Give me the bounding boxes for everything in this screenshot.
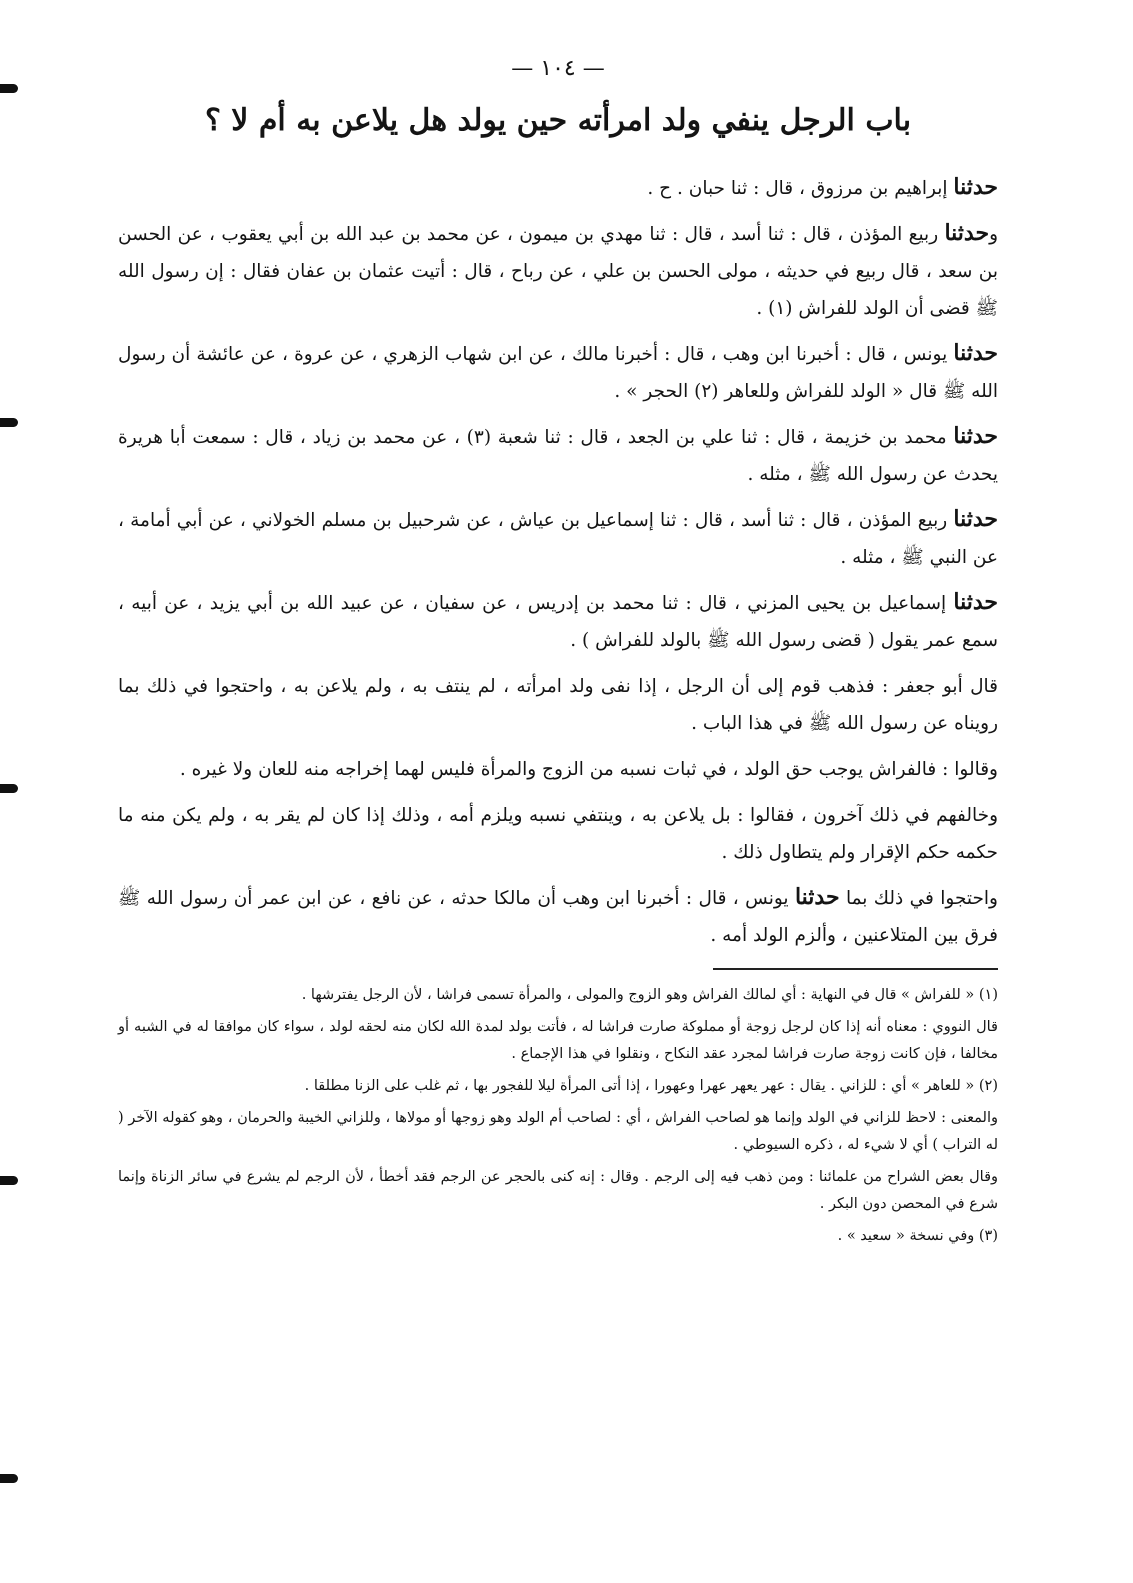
haddathana-keyword: حدثنا: [953, 589, 998, 615]
scan-edge-mark: [0, 1474, 18, 1483]
hadith-paragraph: واحتجوا في ذلك بما حدثنا يونس ، قال : أخبرنا ابن وهب أن مالكا حدثه ، عن نافع ، عن ابن عمر أن رسول الله ﷺ فرق بين المتلاعنين ، وألزم الولد أمه .: [118, 884, 998, 946]
footnote: (٣) وفي نسخة « سعيد » .: [837, 1228, 998, 1244]
commentary-paragraph: وخالفهم في ذلك آخرون ، فقالوا : بل يلاعن به ، وينتفي نسبه ويلزم أمه ، وذلك إذا كان لم يقر به ، ولم يكن منه ما حكمه حكم الإقرار ولم يتطاول ذلك .: [118, 805, 998, 863]
footnotes: [118, 982, 998, 1250]
haddathana-keyword: حدثنا: [794, 884, 840, 910]
footnote: (١) « للفراش » قال في النهاية : أي لمالك الفراش وهو الزوج والمولى ، والمرأة تسمى فراشا ، لأن الرجل يفترشها .: [301, 987, 998, 1003]
hadith-paragraph: حدثنا يونس ، قال : أخبرنا ابن وهب ، قال : أخبرنا مالك ، عن ابن شهاب الزهري ، عن عروة ، عن عائشة أن رسول الله ﷺ قال « الولد للفراش وللعاهر (٢) الحجر » .: [118, 340, 998, 402]
hadith-paragraph: وحدثنا ربيع المؤذن ، قال : ثنا أسد ، قال : ثنا مهدي بن ميمون ، عن محمد بن عبد الله بن أبي يعقوب ، عن الحسن بن سعد ، قال ربيع في حديثه ، مولى الحسن بن علي ، عن رباح ، قال : أتيت عثمان بن عفان فقال : إن رسول الله ﷺ قضى أن الولد للفراش (١) .: [118, 220, 998, 319]
scan-edge-mark: [0, 418, 18, 427]
commentary-paragraph: قال أبو جعفر : فذهب قوم إلى أن الرجل ، إذا نفى ولد امرأته ، لم ينتف به ، ولم يلاعن به ، واحتجوا في ذلك بما رويناه عن رسول الله ﷺ في هذا الباب .: [118, 676, 998, 734]
scan-edge-mark: [0, 784, 18, 793]
haddathana-keyword: حدثنا: [953, 340, 998, 366]
hadith-paragraph: حدثنا ربيع المؤذن ، قال : ثنا أسد ، قال : ثنا إسماعيل بن عياش ، عن شرحبيل بن مسلم الخولاني ، عن أبي أمامة ، عن النبي ﷺ ، مثله .: [118, 506, 998, 568]
footnote: (٢) « للعاهر » أي : للزاني . يقال : عهر يعهر عهرا وعهورا ، إذا أتى المرأة ليلا للفجور بها ، ثم غلب على الزنا مطلقا .: [304, 1078, 998, 1094]
scan-edge-mark: [0, 1176, 18, 1185]
footnote-divider: [713, 968, 998, 970]
footnote: والمعنى : لاحظ للزاني في الولد وإنما هو لصاحب الفراش ، أي : لصاحب أم الولد وهو زوجها أو مولاها ، وللزاني الخيبة والحرمان ، وهو كقوله الآخر ( له التراب ) أي لا شيء له ، ذكره السيوطي .: [118, 1110, 998, 1153]
haddathana-keyword: حدثنا: [953, 174, 998, 200]
page-number: — ١٠٤ —: [511, 56, 605, 81]
scan-edge-mark: [0, 84, 18, 93]
hadith-paragraph: حدثنا إسماعيل بن يحيى المزني ، قال : ثنا محمد بن إدريس ، عن سفيان ، عن عبيد الله بن أبي يزيد ، عن أبيه ، سمع عمر يقول ( قضى رسول الله ﷺ بالولد للفراش ) .: [118, 589, 998, 651]
haddathana-keyword: حدثنا: [953, 506, 998, 532]
footnote: قال النووي : معناه أنه إذا كان لرجل زوجة أو مملوكة صارت فراشا له ، فأتت بولد لمدة الله لكان منه لحقه لولد ، سواء كان موافقا له في الشبه أو مخالفا ، فإن كانت زوجة صارت فراشا لمجرد عقد النكاح ، ونقلوا في هذا الإجماع .: [118, 1019, 998, 1062]
body-text: [118, 169, 998, 954]
haddathana-keyword: حدثنا: [953, 423, 998, 449]
hadith-paragraph: حدثنا إبراهيم بن مرزوق ، قال : ثنا حبان . ح .: [647, 174, 998, 200]
footnote: وقال بعض الشراح من علمائنا : ومن ذهب فيه إلى الرجم . وقال : إنه كنى بالحجر عن الرجم فقد أخطأ ، لأن الرجم لم يشرع في سائر الزناة وإنما شرع في المحصن دون البكر .: [118, 1169, 998, 1212]
commentary-paragraph: وقالوا : فالفراش يوجب حق الولد ، في ثبات نسبه من الزوج والمرأة فليس لهما إخراجه منه للعان ولا غيره .: [179, 759, 998, 780]
hadith-paragraph: حدثنا محمد بن خزيمة ، قال : ثنا علي بن الجعد ، قال : ثنا شعبة (٣) ، عن محمد بن زياد ، قال : سمعت أبا هريرة يحدث عن رسول الله ﷺ ، مثله .: [118, 423, 998, 485]
chapter-title: باب الرجل ينفي ولد امرأته حين يولد هل يلاعن به أم لا ؟: [204, 103, 912, 138]
haddathana-keyword: حدثنا: [944, 220, 990, 246]
book-page: [118, 56, 998, 1526]
